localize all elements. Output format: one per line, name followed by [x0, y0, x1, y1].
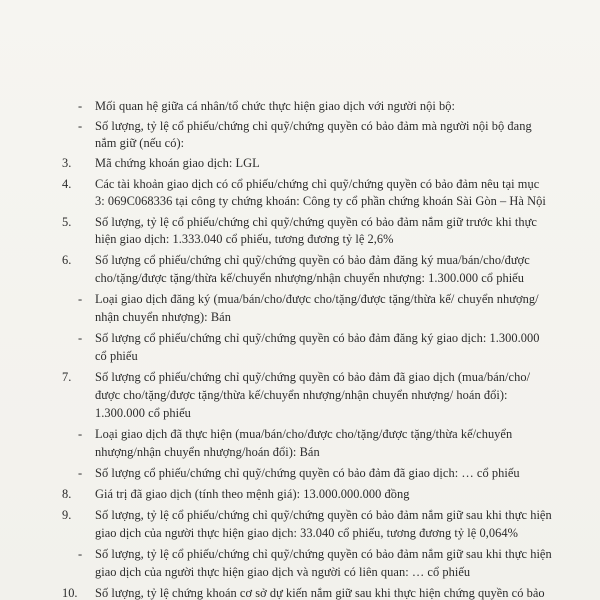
bullet-marker: -: [78, 466, 83, 480]
text-line: Số lượng cổ phiếu/chứng chỉ quỹ/chứng quyền có bảo đảm đăng ký giao dịch: 1.300.000: [95, 331, 540, 345]
bullet-marker: -: [78, 99, 83, 113]
text-line: nhận chuyển nhượng): Bán: [95, 310, 231, 324]
item-number: 8.: [62, 487, 72, 501]
text-line: Các tài khoản giao dịch có cổ phiếu/chứng chỉ quỹ/chứng quyền có bảo đảm nêu tại mục: [95, 177, 540, 191]
text-line: Loại giao dịch đã thực hiện (mua/bán/cho/được cho/tặng/được tặng/thừa kế/chuyển: [95, 427, 513, 441]
text-line: nhượng/nhận chuyển nhượng/hoán đổi): Bán: [95, 445, 320, 459]
item-number: 4.: [62, 177, 72, 191]
text-line: Số lượng, tỷ lệ cổ phiếu/chứng chỉ quỹ/chứng quyền có bảo đảm nắm giữ sau khi thực hiện: [95, 547, 552, 561]
text-line: Số lượng cổ phiếu/chứng chỉ quỹ/chứng quyền có bảo đảm đã giao dịch (mua/bán/cho/: [95, 370, 531, 384]
text-line: Số lượng, tỷ lệ cổ phiếu/chứng chỉ quỹ/chứng quyền có bảo đảm mà người nội bộ đang: [95, 119, 532, 133]
text-line: Mã chứng khoán giao dịch: LGL: [95, 156, 260, 170]
text-line: cho/tặng/được tặng/thừa kế/chuyển nhượng/nhận chuyển nhượng: 1.300.000 cổ phiếu: [95, 271, 524, 285]
item-number: 7.: [62, 370, 72, 384]
item-number: 9.: [62, 508, 72, 522]
text-line: 1.300.000 cổ phiếu: [95, 406, 191, 420]
bullet-marker: -: [78, 119, 83, 133]
text-line: Số lượng, tỷ lệ chứng khoán cơ sở dự kiến nắm giữ sau khi thực hiện chứng quyền có bảo: [95, 586, 545, 600]
bullet-marker: -: [78, 331, 83, 345]
bullet-marker: -: [78, 547, 83, 561]
text-line: 3: 069C068336 tại công ty chứng khoán: Công ty cổ phần chứng khoán Sài Gòn – Hà Nội: [95, 194, 546, 208]
text-line: cổ phiếu: [95, 349, 138, 363]
text-line: được cho/tặng/được tặng/thừa kế/chuyển nhượng/nhận chuyển nhượng/ hoán đổi):: [95, 388, 508, 402]
text-line: Giá trị đã giao dịch (tính theo mệnh giá): 13.000.000.000 đồng: [95, 487, 410, 501]
text-line: Số lượng cổ phiếu/chứng chỉ quỹ/chứng quyền có bảo đảm đã giao dịch: … cổ phiếu: [95, 466, 520, 480]
item-number: 10.: [62, 586, 78, 600]
bullet-marker: -: [78, 427, 83, 441]
item-number: 3.: [62, 156, 72, 170]
text-line: giao dịch của người thực hiện giao dịch và người có liên quan: … cổ phiếu: [95, 565, 471, 579]
bullet-marker: -: [78, 292, 83, 306]
text-line: giao dịch của người thực hiện giao dịch: 33.040 cổ phiếu, tương đương tỷ lệ 0,064%: [95, 526, 518, 540]
item-number: 5.: [62, 215, 72, 229]
text-line: hiện giao dịch: 1.333.040 cổ phiếu, tương đương tỷ lệ 2,6%: [95, 232, 394, 246]
text-line: nắm giữ (nếu có):: [95, 136, 185, 150]
text-line: Mối quan hệ giữa cá nhân/tổ chức thực hiện giao dịch với người nội bộ:: [95, 99, 456, 113]
text-line: Số lượng cổ phiếu/chứng chỉ quỹ/chứng quyền có bảo đảm đăng ký mua/bán/cho/được: [95, 253, 530, 267]
text-line: Loại giao dịch đăng ký (mua/bán/cho/được cho/tặng/được tặng/thừa kế/ chuyển nhượng/: [95, 292, 539, 306]
text-line: Số lượng, tỷ lệ cổ phiếu/chứng chỉ quỹ/chứng quyền có bảo đảm nắm giữ sau khi thực hiện: [95, 508, 552, 522]
text-line: Số lượng, tỷ lệ cổ phiếu/chứng chỉ quỹ/chứng quyền có bảo đảm nắm giữ trước khi thực: [95, 215, 537, 229]
item-number: 6.: [62, 253, 72, 267]
